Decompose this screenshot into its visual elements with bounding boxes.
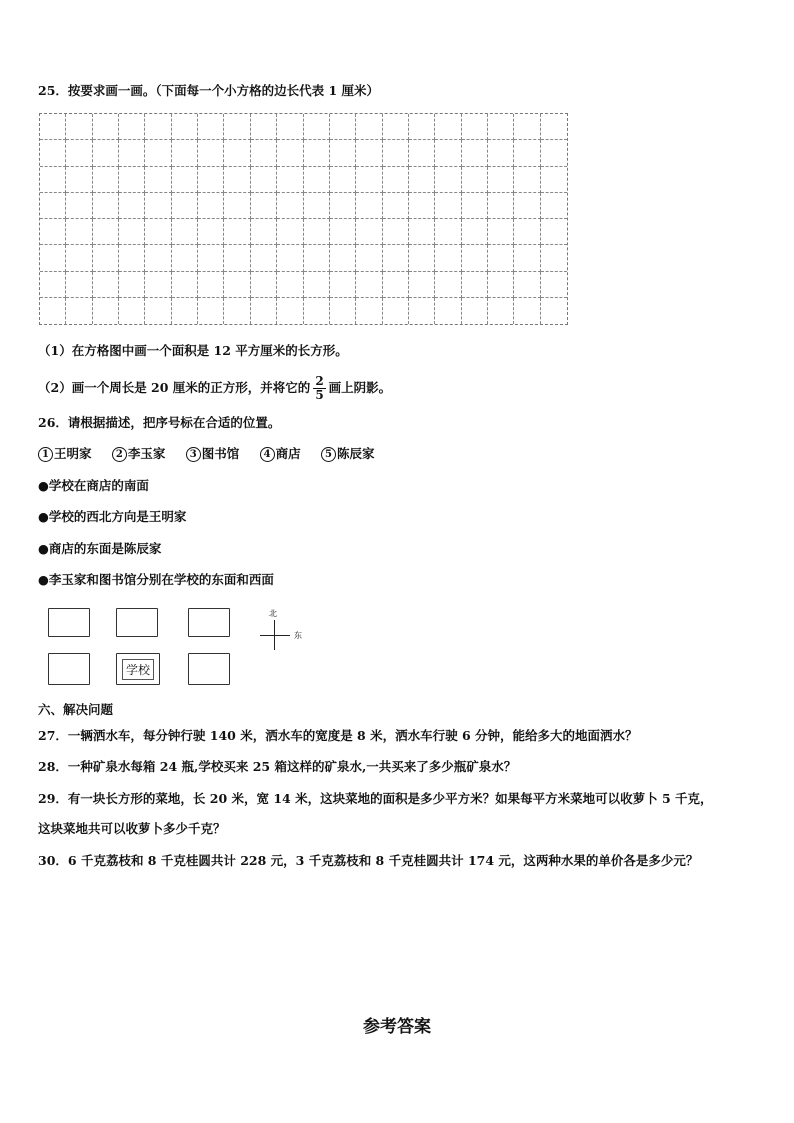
grid-cell[interactable]: [224, 272, 250, 298]
grid-cell[interactable]: [172, 298, 198, 324]
clue-2: ●学校的西北方向是王明家: [38, 509, 187, 524]
answer-section-title: 参考答案: [363, 1017, 431, 1037]
grid-cell[interactable]: [93, 140, 119, 166]
grid-cell[interactable]: [251, 219, 277, 245]
grid-cell[interactable]: [93, 245, 119, 271]
school-label: 学校: [122, 659, 154, 680]
q25-sub2: [38, 368, 391, 408]
place-name: 商店: [275, 446, 301, 461]
grid-cell[interactable]: [383, 167, 409, 193]
grid-cell[interactable]: [541, 167, 567, 193]
grid-cell[interactable]: [172, 272, 198, 298]
grid-cell[interactable]: [40, 193, 66, 219]
grid-cell[interactable]: [356, 298, 382, 324]
grid-cell[interactable]: [40, 245, 66, 271]
grid-cell[interactable]: [66, 298, 92, 324]
problem-28: 28．一种矿泉水每箱 24 瓶,学校买来 25 箱这样的矿泉水,一共买来了多少瓶矿泉水？: [38, 759, 517, 774]
grid-cell[interactable]: [330, 140, 356, 166]
q26-title: 26．请根据描述，把序号标在合适的位置。: [38, 415, 281, 430]
grid-cell[interactable]: [119, 140, 145, 166]
grid-cell[interactable]: [304, 245, 330, 271]
map-box-bottom-right[interactable]: [188, 653, 230, 685]
grid-cell[interactable]: [541, 219, 567, 245]
problem-27: 27．一辆洒水车，每分钟行驶 140 米，洒水车的宽度是 8 米，洒水车行驶 6 分钟，能给多大的地面洒水？: [38, 728, 638, 743]
grid-cell[interactable]: [251, 193, 277, 219]
grid-cell[interactable]: [462, 140, 488, 166]
grid-cell[interactable]: [251, 298, 277, 324]
grid-cell[interactable]: [119, 193, 145, 219]
grid-cell[interactable]: [172, 245, 198, 271]
grid-cell[interactable]: [488, 272, 514, 298]
place-item: [321, 446, 375, 461]
grid-cell[interactable]: [514, 298, 540, 324]
place-name: 图书馆: [201, 446, 240, 461]
grid-cell[interactable]: [119, 245, 145, 271]
grid-cell[interactable]: [198, 272, 224, 298]
grid-cell[interactable]: [514, 219, 540, 245]
places-list: [38, 445, 391, 463]
clue-1: ●学校在商店的南面: [38, 478, 149, 493]
map-box-bottom-left[interactable]: [48, 653, 90, 685]
grid-cell[interactable]: [198, 298, 224, 324]
grid-cell[interactable]: [224, 167, 250, 193]
grid-cell[interactable]: [40, 272, 66, 298]
grid-cell[interactable]: [435, 114, 461, 140]
grid-cell[interactable]: [277, 219, 303, 245]
grid-cell[interactable]: [277, 245, 303, 271]
grid-cell[interactable]: [409, 219, 435, 245]
grid-cell[interactable]: [356, 245, 382, 271]
grid-cell[interactable]: [462, 114, 488, 140]
grid-cell[interactable]: [224, 219, 250, 245]
grid-cell[interactable]: [172, 193, 198, 219]
grid-cell[interactable]: [66, 167, 92, 193]
grid-cell[interactable]: [330, 272, 356, 298]
grid-cell[interactable]: [304, 219, 330, 245]
grid-cell[interactable]: [198, 193, 224, 219]
square-grid[interactable]: [39, 113, 568, 325]
problem-29-line-2: 这块菜地共可以收萝卜多少千克？: [38, 821, 226, 836]
grid-cell[interactable]: [224, 298, 250, 324]
grid-cell[interactable]: [488, 219, 514, 245]
place-number: 5: [321, 447, 336, 462]
problem-29-line-1: 29．有一块长方形的菜地，长 20 米，宽 14 米，这块菜地的面积是多少平方米？如果每平方米菜地可以收萝卜 5 千克，: [38, 791, 713, 806]
grid-cell[interactable]: [304, 272, 330, 298]
grid-cell[interactable]: [224, 140, 250, 166]
grid-cell[interactable]: [93, 114, 119, 140]
grid-cell[interactable]: [93, 272, 119, 298]
grid-cell[interactable]: [145, 114, 171, 140]
place-number: 3: [186, 447, 201, 462]
grid-cell[interactable]: [462, 167, 488, 193]
grid-cell[interactable]: [304, 193, 330, 219]
compass-north-label: 北: [269, 609, 277, 618]
grid-cell[interactable]: [409, 245, 435, 271]
place-item: [260, 446, 301, 461]
grid-cell[interactable]: [277, 167, 303, 193]
q25-sub2-after: 画上阴影。: [328, 380, 392, 395]
grid-cell[interactable]: [514, 114, 540, 140]
place-item: [38, 446, 92, 461]
grid-cell[interactable]: [224, 114, 250, 140]
grid-cell[interactable]: [383, 272, 409, 298]
grid-cell[interactable]: [514, 167, 540, 193]
grid-cell[interactable]: [383, 193, 409, 219]
grid-cell[interactable]: [66, 272, 92, 298]
grid-cell[interactable]: [462, 219, 488, 245]
grid-cell[interactable]: [172, 114, 198, 140]
grid-cell[interactable]: [251, 272, 277, 298]
grid-cell[interactable]: [251, 114, 277, 140]
grid-cell[interactable]: [356, 167, 382, 193]
grid-cell[interactable]: [93, 219, 119, 245]
grid-cell[interactable]: [514, 272, 540, 298]
grid-cell[interactable]: [488, 298, 514, 324]
grid-cell[interactable]: [514, 245, 540, 271]
grid-cell[interactable]: [198, 114, 224, 140]
grid-cell[interactable]: [383, 245, 409, 271]
grid-cell[interactable]: [145, 219, 171, 245]
place-name: 陈辰家: [337, 446, 375, 461]
grid-cell[interactable]: [435, 193, 461, 219]
grid-cell[interactable]: [356, 140, 382, 166]
clue-3: ●商店的东面是陈辰家: [38, 541, 162, 556]
grid-cell[interactable]: [541, 140, 567, 166]
grid-cell[interactable]: [488, 167, 514, 193]
place-number: 1: [38, 447, 53, 462]
place-number: 4: [260, 447, 275, 462]
grid-cell[interactable]: [119, 167, 145, 193]
grid-cell[interactable]: [409, 272, 435, 298]
grid-cell[interactable]: [356, 272, 382, 298]
grid-cell[interactable]: [251, 140, 277, 166]
grid-cell[interactable]: [251, 167, 277, 193]
grid-cell[interactable]: [198, 167, 224, 193]
map-box-top-left[interactable]: [48, 608, 90, 637]
grid-cell[interactable]: [304, 167, 330, 193]
grid-cell[interactable]: [435, 167, 461, 193]
grid-cell[interactable]: [119, 272, 145, 298]
grid-cell[interactable]: [435, 298, 461, 324]
fraction: [313, 375, 325, 402]
grid-cell[interactable]: [435, 140, 461, 166]
grid-cell[interactable]: [304, 114, 330, 140]
grid-cell[interactable]: [40, 167, 66, 193]
grid-cell[interactable]: [145, 272, 171, 298]
grid-cell[interactable]: [198, 245, 224, 271]
grid-cell[interactable]: [198, 140, 224, 166]
grid-cell[interactable]: [435, 272, 461, 298]
grid-cell[interactable]: [330, 114, 356, 140]
grid-cell[interactable]: [409, 114, 435, 140]
grid-cell[interactable]: [66, 245, 92, 271]
grid-cell[interactable]: [40, 114, 66, 140]
grid-cell[interactable]: [277, 298, 303, 324]
grid-cell[interactable]: [409, 167, 435, 193]
clue-4: ●李玉家和图书馆分别在学校的东面和西面: [38, 572, 274, 587]
map-box-school: [116, 653, 160, 685]
place-number: 2: [112, 447, 127, 462]
grid-cell[interactable]: [330, 193, 356, 219]
grid-cell[interactable]: [119, 219, 145, 245]
place-name: 李玉家: [127, 446, 166, 461]
grid-cell[interactable]: [330, 298, 356, 324]
grid-cell[interactable]: [119, 298, 145, 324]
grid-cell[interactable]: [462, 298, 488, 324]
grid-cell[interactable]: [145, 245, 171, 271]
q25-sub1: （1）在方格图中画一个面积是 12 平方厘米的长方形。: [38, 343, 348, 358]
compass-horizontal-arm: [260, 635, 290, 636]
grid-cell[interactable]: [514, 140, 540, 166]
grid-cell[interactable]: [66, 140, 92, 166]
grid-cell[interactable]: [66, 219, 92, 245]
q25-sub2-before: （2）画一个周长是 20 厘米的正方形，并将它的: [38, 380, 311, 395]
grid-cell[interactable]: [304, 298, 330, 324]
grid-cell[interactable]: [66, 114, 92, 140]
grid-cell[interactable]: [172, 140, 198, 166]
grid-cell[interactable]: [541, 245, 567, 271]
grid-cell[interactable]: [383, 114, 409, 140]
grid-cell[interactable]: [541, 272, 567, 298]
grid-cell[interactable]: [462, 272, 488, 298]
grid-cell[interactable]: [409, 193, 435, 219]
grid-cell[interactable]: [383, 140, 409, 166]
grid-cell[interactable]: [488, 193, 514, 219]
grid-cell[interactable]: [277, 193, 303, 219]
grid-cell[interactable]: [330, 219, 356, 245]
compass: [258, 609, 314, 662]
grid-cell[interactable]: [172, 219, 198, 245]
place-name: 王明家: [54, 446, 92, 461]
q25-title: 25．按要求画一画。（下面每一个小方格的边长代表 1 厘米）: [38, 83, 380, 98]
grid-cell[interactable]: [514, 193, 540, 219]
grid-cell[interactable]: [541, 193, 567, 219]
grid-cell[interactable]: [409, 298, 435, 324]
grid-cell[interactable]: [409, 140, 435, 166]
grid-cell[interactable]: [40, 140, 66, 166]
grid-cell[interactable]: [330, 167, 356, 193]
grid-cell[interactable]: [356, 193, 382, 219]
grid-cell[interactable]: [435, 245, 461, 271]
grid-cell[interactable]: [145, 193, 171, 219]
grid-cell[interactable]: [330, 245, 356, 271]
grid-cell[interactable]: [66, 193, 92, 219]
grid-cell[interactable]: [93, 193, 119, 219]
grid-cell[interactable]: [462, 245, 488, 271]
grid-cell[interactable]: [93, 298, 119, 324]
grid-cell[interactable]: [251, 245, 277, 271]
grid-cell[interactable]: [541, 114, 567, 140]
grid-cell[interactable]: [119, 114, 145, 140]
grid-cell[interactable]: [304, 140, 330, 166]
grid-cell[interactable]: [541, 298, 567, 324]
grid-cell[interactable]: [462, 193, 488, 219]
compass-east-label: 东: [294, 631, 302, 640]
grid-cell[interactable]: [277, 140, 303, 166]
place-item: [186, 446, 240, 461]
grid-cell[interactable]: [356, 114, 382, 140]
grid-cell[interactable]: [488, 245, 514, 271]
problem-30: 30．6 千克荔枝和 8 千克桂圆共计 228 元，3 千克荔枝和 8 千克桂圆共计 174 元，这两种水果的单价各是多少元？: [38, 853, 699, 868]
grid-cell[interactable]: [40, 219, 66, 245]
section-6-title: 六、解决问题: [38, 702, 114, 717]
grid-cell[interactable]: [488, 114, 514, 140]
grid-cell[interactable]: [356, 219, 382, 245]
grid-cell[interactable]: [198, 219, 224, 245]
grid-cell[interactable]: [145, 167, 171, 193]
grid-cell[interactable]: [383, 219, 409, 245]
grid-cell[interactable]: [277, 114, 303, 140]
fraction-numerator: 2: [315, 374, 324, 388]
grid-cell[interactable]: [145, 140, 171, 166]
grid-cell[interactable]: [488, 140, 514, 166]
grid-cell[interactable]: [277, 272, 303, 298]
grid-cell[interactable]: [224, 193, 250, 219]
grid-cell[interactable]: [40, 298, 66, 324]
grid-cell[interactable]: [93, 167, 119, 193]
grid-cell[interactable]: [383, 298, 409, 324]
grid-cell[interactable]: [172, 167, 198, 193]
place-item: [112, 446, 166, 461]
map-box-top-right[interactable]: [188, 608, 230, 637]
grid-cell[interactable]: [145, 298, 171, 324]
grid-cell[interactable]: [224, 245, 250, 271]
grid-cell[interactable]: [435, 219, 461, 245]
fraction-denominator: 5: [315, 388, 324, 402]
map-box-top-middle[interactable]: [116, 608, 158, 637]
